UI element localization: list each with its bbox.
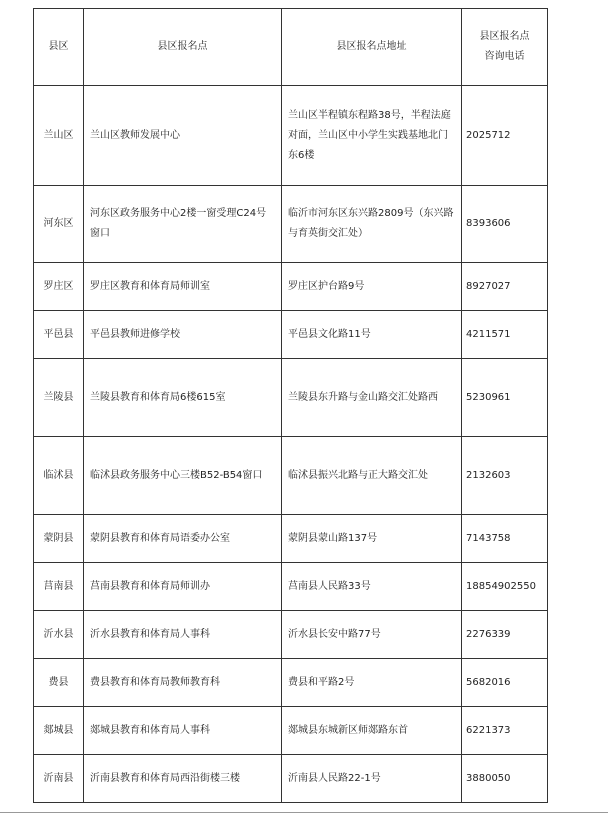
phone-cell: 5682016	[462, 659, 548, 707]
phone-cell: 2276339	[462, 611, 548, 659]
address-cell: 沂水县长安中路77号	[282, 611, 462, 659]
address-cell: 费县和平路2号	[282, 659, 462, 707]
site-cell: 莒南县教育和体育局师训办	[84, 563, 282, 611]
county-cell: 费县	[34, 659, 84, 707]
table-row	[34, 707, 548, 755]
address-cell: 郯城县东城新区师郯路东首	[282, 707, 462, 755]
county-cell: 兰陵县	[34, 359, 84, 437]
address-cell: 蒙阴县蒙山路137号	[282, 515, 462, 563]
table-row	[34, 755, 548, 803]
address-cell: 临沂市河东区东兴路2809号（东兴路与育英街交汇处）	[282, 186, 462, 263]
table-row	[34, 186, 548, 263]
header-phone-line2: 咨询电话	[484, 51, 525, 62]
table-row	[34, 563, 548, 611]
page-bottom-divider	[0, 812, 608, 813]
county-cell: 沂南县	[34, 755, 84, 803]
header-phone	[462, 9, 548, 86]
county-cell: 兰山区	[34, 86, 84, 186]
site-cell: 蒙阴县教育和体育局语委办公室	[84, 515, 282, 563]
header-county: 县区	[34, 9, 84, 86]
phone-cell: 8927027	[462, 263, 548, 311]
registration-sites-table	[33, 8, 548, 803]
phone-cell: 2025712	[462, 86, 548, 186]
county-cell: 平邑县	[34, 311, 84, 359]
site-cell: 郯城县教育和体育局人事科	[84, 707, 282, 755]
site-cell: 罗庄区教育和体育局师训室	[84, 263, 282, 311]
phone-cell: 8393606	[462, 186, 548, 263]
phone-cell: 5230961	[462, 359, 548, 437]
table-header-row	[34, 9, 548, 86]
table-row	[34, 437, 548, 515]
table-row	[34, 659, 548, 707]
site-cell: 沂南县教育和体育局西沿街楼三楼	[84, 755, 282, 803]
site-cell: 兰山区教师发展中心	[84, 86, 282, 186]
address-cell: 兰陵县东升路与金山路交汇处路西	[282, 359, 462, 437]
phone-cell: 6221373	[462, 707, 548, 755]
address-cell: 兰山区半程镇东程路38号，半程法庭对面，兰山区中小学生实践基地北门东6楼	[282, 86, 462, 186]
header-site: 县区报名点	[84, 9, 282, 86]
table-row	[34, 311, 548, 359]
county-cell: 罗庄区	[34, 263, 84, 311]
county-cell: 河东区	[34, 186, 84, 263]
site-cell: 费县教育和体育局教师教育科	[84, 659, 282, 707]
site-cell: 沂水县教育和体育局人事科	[84, 611, 282, 659]
address-cell: 莒南县人民路33号	[282, 563, 462, 611]
site-cell: 平邑县教师进修学校	[84, 311, 282, 359]
county-cell: 沂水县	[34, 611, 84, 659]
table-row	[34, 263, 548, 311]
phone-cell: 7143758	[462, 515, 548, 563]
phone-cell: 3880050	[462, 755, 548, 803]
header-phone-line1: 县区报名点	[479, 31, 530, 42]
site-cell: 临沭县政务服务中心三楼B52-B54窗口	[84, 437, 282, 515]
county-cell: 临沭县	[34, 437, 84, 515]
phone-cell: 18854902550	[462, 563, 548, 611]
phone-cell: 2132603	[462, 437, 548, 515]
county-cell: 莒南县	[34, 563, 84, 611]
table-row	[34, 611, 548, 659]
site-cell: 河东区政务服务中心2楼一窗受理C24号窗口	[84, 186, 282, 263]
address-cell: 临沭县振兴北路与正大路交汇处	[282, 437, 462, 515]
phone-cell: 4211571	[462, 311, 548, 359]
table-row	[34, 359, 548, 437]
address-cell: 平邑县文化路11号	[282, 311, 462, 359]
table-row	[34, 86, 548, 186]
county-cell: 郯城县	[34, 707, 84, 755]
header-address: 县区报名点地址	[282, 9, 462, 86]
table-row	[34, 515, 548, 563]
address-cell: 沂南县人民路22-1号	[282, 755, 462, 803]
site-cell: 兰陵县教育和体育局6楼615室	[84, 359, 282, 437]
address-cell: 罗庄区护台路9号	[282, 263, 462, 311]
county-cell: 蒙阴县	[34, 515, 84, 563]
